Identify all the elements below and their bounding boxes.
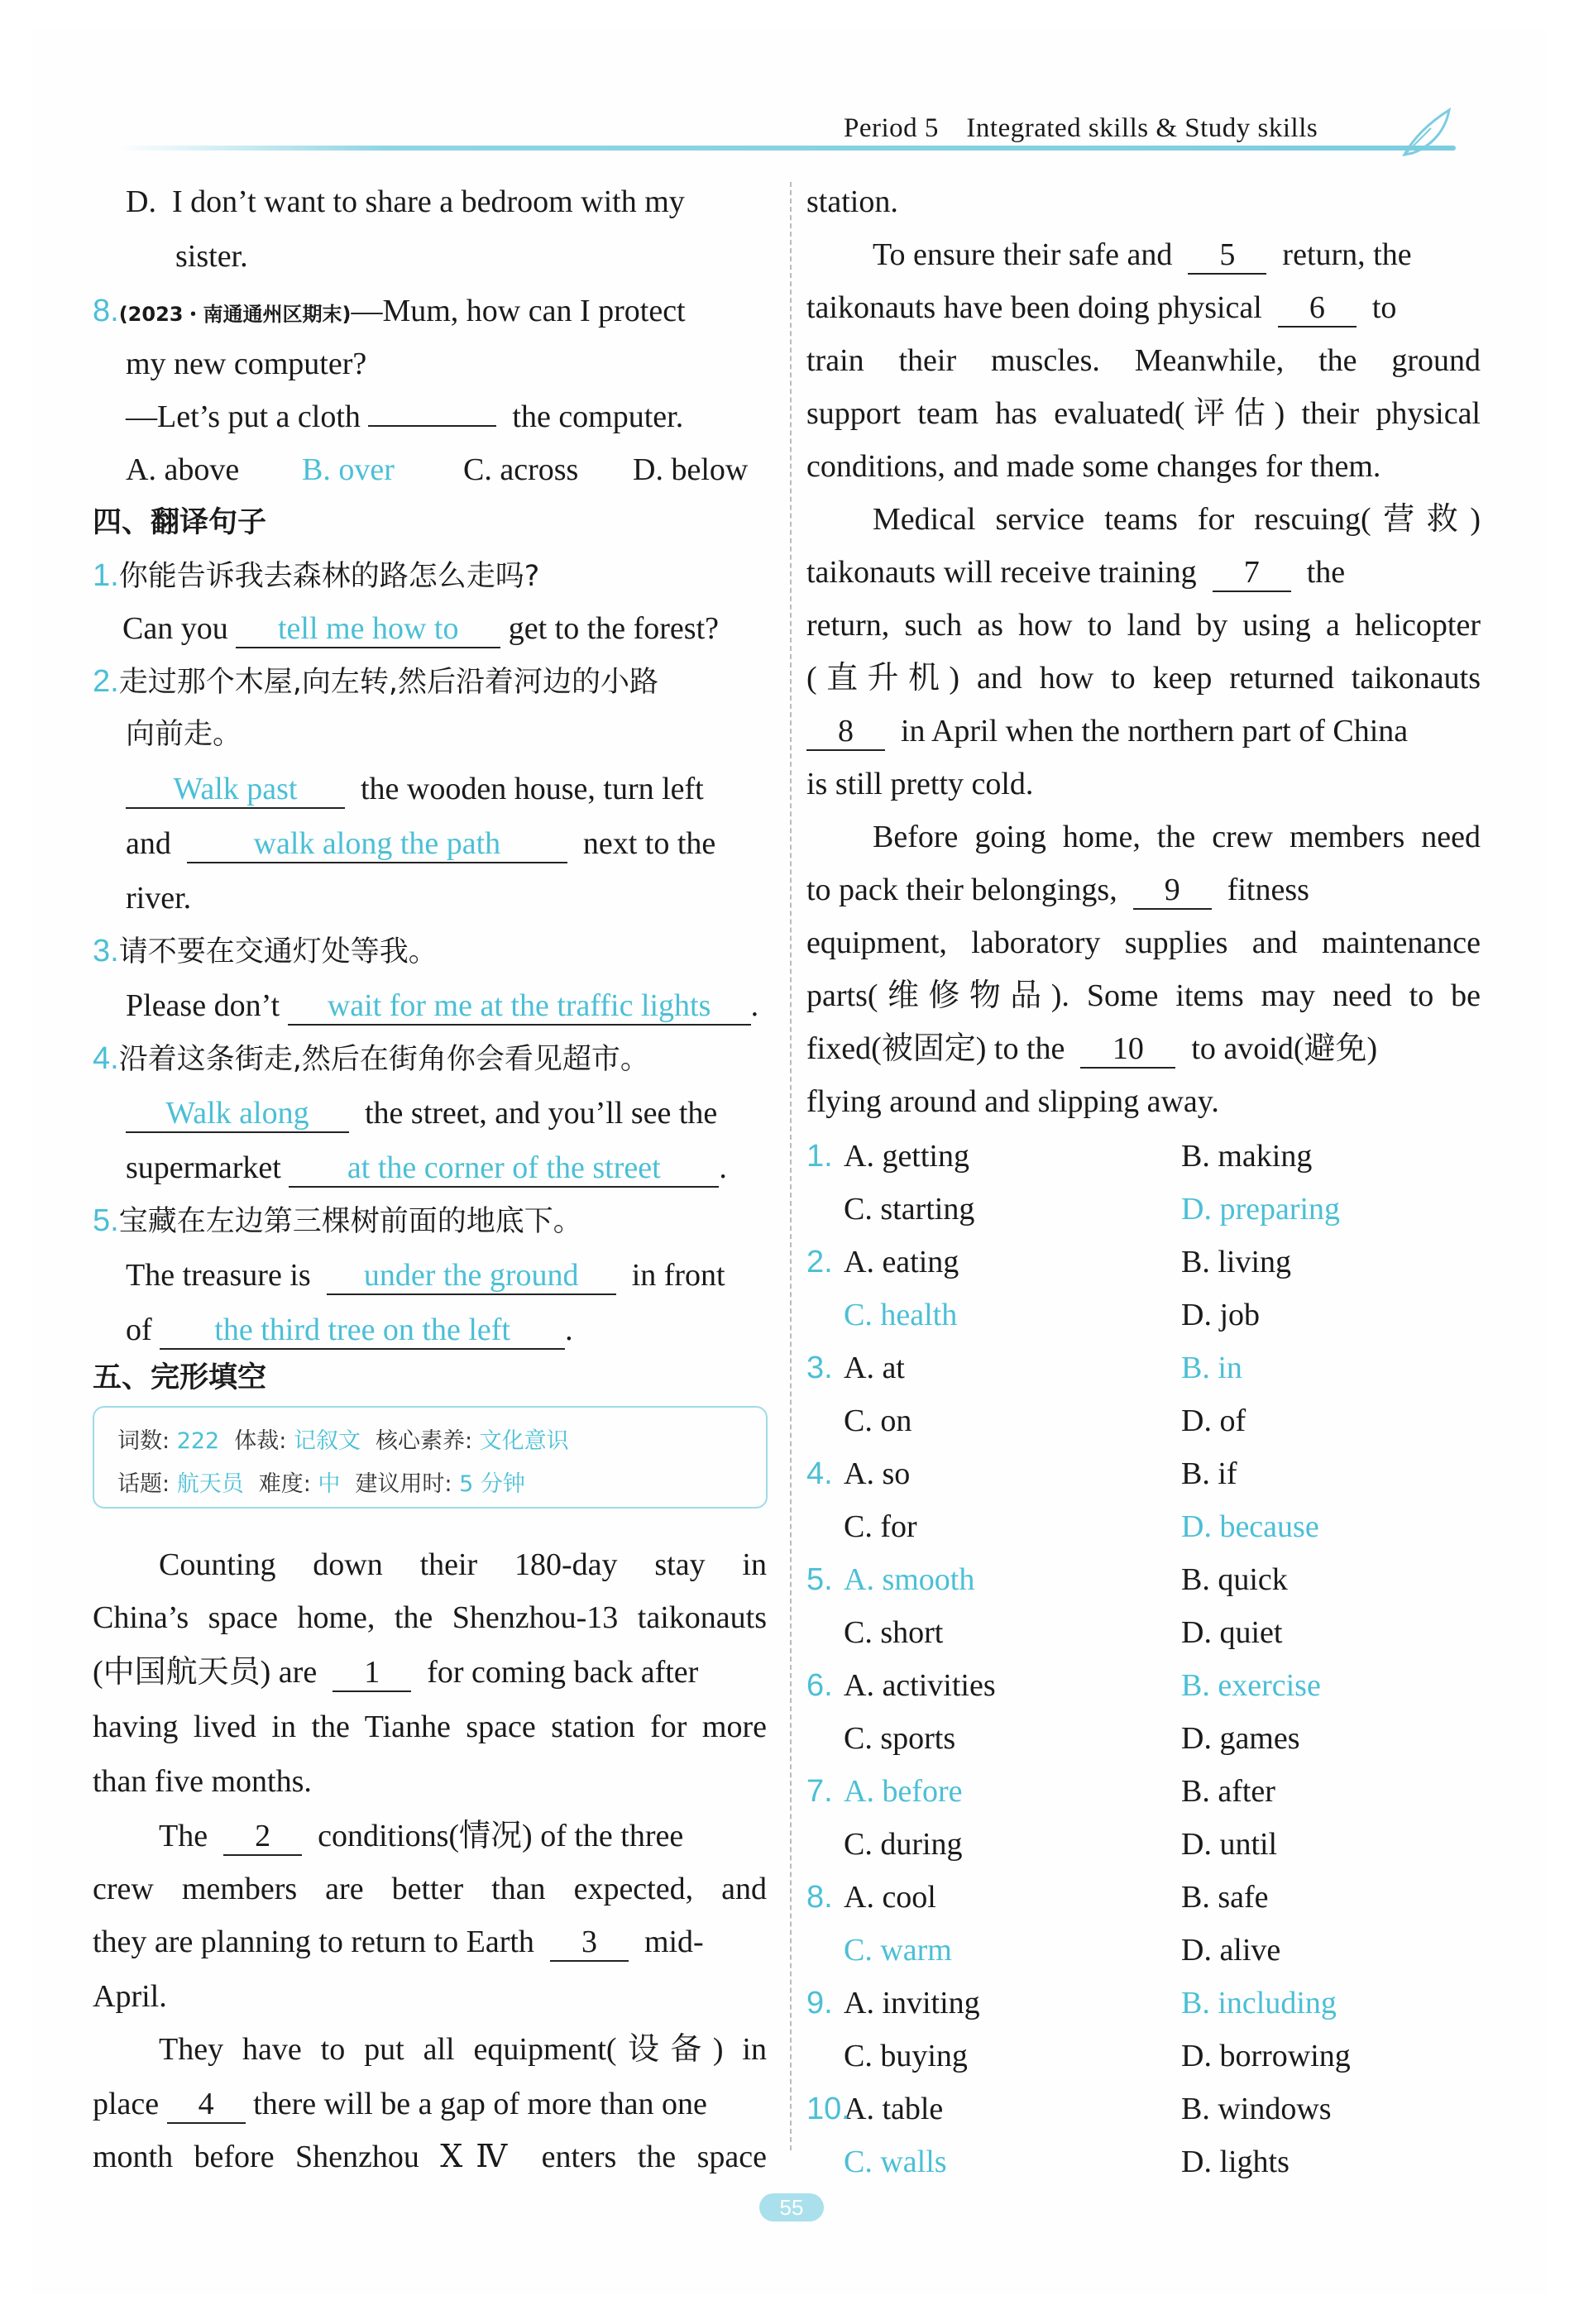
answer-blank[interactable]: walk along the path: [187, 825, 567, 863]
q8-line2: my new computer?: [126, 347, 367, 381]
option-d[interactable]: D. job: [1181, 1298, 1260, 1332]
q8-opt-d: D. below: [633, 452, 749, 487]
page-header: Period 5 Integrated skills & Study skills: [844, 113, 1318, 143]
t4-en2: supermarket at the corner of the street .: [126, 1146, 727, 1189]
t4-cn: 4.沿着这条街走,然后在街角你会看见超市。: [93, 1041, 649, 1076]
t1-cn: 1.你能告诉我去森林的路怎么走吗?: [93, 558, 540, 593]
question-number: 7.: [806, 1774, 833, 1809]
t5-en1: The treasure is under the ground in front: [126, 1254, 725, 1297]
option-a[interactable]: A. eating: [844, 1245, 959, 1279]
option-b[interactable]: B. after: [1181, 1774, 1275, 1809]
passage-line: train their muscles. Meanwhile, the ground: [806, 343, 1481, 378]
option-a[interactable]: A. so: [844, 1456, 911, 1491]
blank[interactable]: [368, 425, 496, 427]
q8-opt-b: B. over: [302, 452, 395, 487]
passage-line: They have to put all equipment(设备) in: [159, 2032, 767, 2067]
column-divider: [790, 182, 792, 2150]
passage-line: The 2 conditions(情况) of the three: [159, 1815, 683, 1858]
option-b[interactable]: B. making: [1181, 1139, 1313, 1174]
option-a[interactable]: A. cool: [844, 1880, 936, 1915]
t2-en2: and walk along the path next to the: [126, 822, 715, 865]
option-d[interactable]: D. quiet: [1181, 1615, 1283, 1650]
passage-line: 8 in April when the northern part of China: [806, 710, 1408, 753]
t2-cn: 2.走过那个木屋,向左转,然后沿着河边的小路: [93, 664, 658, 699]
option-b[interactable]: B. living: [1181, 1245, 1292, 1279]
option-d[interactable]: D. games: [1181, 1721, 1300, 1756]
t5-cn: 5.宝藏在左边第三棵树前面的地底下。: [93, 1203, 582, 1238]
option-b[interactable]: B. quick: [1181, 1562, 1288, 1597]
question-8: 8.(2023・南通通州区期末)—Mum, how can I protect: [93, 294, 686, 328]
cloze-blank[interactable]: 2: [223, 1818, 302, 1856]
t2-cn2: 向前走。: [126, 718, 242, 751]
option-c[interactable]: C. starting: [844, 1192, 975, 1227]
cloze-blank[interactable]: 4: [167, 2086, 246, 2124]
option-d[interactable]: D. borrowing: [1181, 2039, 1351, 2073]
option-c[interactable]: C. health: [844, 1298, 958, 1332]
option-a[interactable]: A. at: [844, 1351, 905, 1385]
passage-line: April.: [93, 1979, 167, 2014]
answer-blank[interactable]: Walk along: [126, 1095, 349, 1133]
option-c[interactable]: C. walls: [844, 2145, 947, 2179]
option-d[interactable]: D. of: [1181, 1403, 1246, 1438]
passage-line: Medical service teams for rescuing(营救): [873, 502, 1481, 537]
passage-line: place 4 there will be a gap of more than one: [93, 2083, 707, 2126]
passage-line: equipment, laboratory supplies and maintenance: [806, 925, 1481, 960]
passage-line: taikonauts have been doing physical 6 to: [806, 286, 1396, 329]
passage-line: than five months.: [93, 1764, 312, 1799]
option-c[interactable]: C. short: [844, 1615, 944, 1650]
answer-blank[interactable]: Walk past: [126, 771, 345, 809]
question-number: 8.: [806, 1880, 833, 1915]
passage-line: station.: [806, 184, 898, 219]
passage-line: to pack their belongings, 9 fitness: [806, 868, 1309, 911]
option-c[interactable]: C. sports: [844, 1721, 956, 1756]
cloze-blank[interactable]: 1: [333, 1654, 411, 1692]
option-b[interactable]: B. windows: [1181, 2092, 1332, 2126]
answer-blank[interactable]: the third tree on the left: [160, 1312, 565, 1350]
feather-icon: [1398, 103, 1456, 161]
passage-line: they are planning to return to Earth 3 mid-: [93, 1920, 704, 1963]
passage-line: support team has evaluated(评估) their physical: [806, 396, 1481, 431]
question-number: 6.: [806, 1668, 833, 1703]
option-b[interactable]: B. safe: [1181, 1880, 1269, 1915]
passage-line: flying around and slipping away.: [806, 1084, 1219, 1119]
option-c[interactable]: C. buying: [844, 2039, 968, 2073]
t3-en: Please don’t wait for me at the traffic lights .: [126, 984, 758, 1027]
section-5-title: 五、完形填空: [93, 1361, 267, 1394]
option-b[interactable]: B. including: [1181, 1986, 1337, 2020]
option-d[interactable]: D. alive: [1181, 1933, 1281, 1968]
option-a[interactable]: A. activities: [844, 1668, 996, 1703]
t1-en: Can you tell me how to get to the forest?: [122, 607, 719, 650]
q8-opt-a: A. above: [126, 452, 240, 487]
answer-blank[interactable]: under the ground: [327, 1257, 616, 1295]
t2-en3: river.: [126, 881, 192, 916]
option-b[interactable]: B. if: [1181, 1456, 1237, 1491]
passage-line: month before Shenzhou ⅩⅣ enters the space: [93, 2140, 767, 2174]
question-number: 10.: [806, 2092, 850, 2126]
d-option-cont: sister.: [175, 239, 248, 274]
passage-line: fixed(被固定) to the 10 to avoid(避免): [806, 1027, 1377, 1070]
passage-line: Before going home, the crew members need: [873, 820, 1481, 854]
option-a[interactable]: A. before: [844, 1774, 963, 1809]
t2-en1: Walk past the wooden house, turn left: [126, 767, 704, 811]
cloze-blank[interactable]: 9: [1133, 872, 1212, 910]
passage-line: Counting down their 180-day stay in: [159, 1547, 767, 1582]
t3-cn: 3.请不要在交通灯处等我。: [93, 934, 438, 968]
q8-opt-c: C. across: [463, 452, 579, 487]
cloze-blank[interactable]: 3: [550, 1924, 629, 1962]
passage-line: (直升机) and how to keep returned taikonauts: [806, 661, 1481, 696]
question-number: 4.: [806, 1456, 833, 1491]
passage-line: conditions, and made some changes for them.: [806, 449, 1381, 484]
option-c[interactable]: C. warm: [844, 1933, 952, 1968]
passage-info-box: 词数: 222 体裁: 记叙文 核心素养: 文化意识 话题: 航天员 难度: 中 建议用时: 5 分钟: [93, 1406, 768, 1509]
t5-en2: of the third tree on the left .: [126, 1308, 573, 1351]
passage-line: having lived in the Tianhe space station for more: [93, 1710, 767, 1744]
header-rule: [116, 146, 1456, 151]
cloze-blank[interactable]: 7: [1213, 554, 1291, 592]
section-4-title: 四、翻译句子: [93, 506, 267, 539]
option-d[interactable]: D. because: [1181, 1509, 1319, 1544]
question-number: 2.: [806, 1245, 833, 1279]
question-number: 3.: [806, 1351, 833, 1385]
passage-line: return, such as how to land by using a helicopter: [806, 608, 1481, 643]
option-b[interactable]: B. in: [1181, 1351, 1242, 1385]
option-a[interactable]: A. table: [844, 2092, 944, 2126]
option-c[interactable]: C. on: [844, 1403, 912, 1438]
option-d[interactable]: D. lights: [1181, 2145, 1290, 2179]
passage-line: China’s space home, the Shenzhou-13 taikonauts: [93, 1600, 767, 1635]
passage-line: To ensure their safe and 5 return, the: [873, 233, 1412, 276]
option-d[interactable]: D. preparing: [1181, 1192, 1341, 1227]
answer-blank[interactable]: at the corner of the street: [289, 1150, 719, 1188]
page-number: 55: [759, 2193, 824, 2221]
option-d[interactable]: D. until: [1181, 1827, 1278, 1862]
question-number: 9.: [806, 1986, 833, 2020]
option-a[interactable]: A. smooth: [844, 1562, 975, 1597]
passage-line: (中国航天员) are 1 for coming back after: [93, 1651, 698, 1694]
answer-blank[interactable]: tell me how to: [236, 610, 500, 648]
cloze-blank[interactable]: 10: [1080, 1030, 1175, 1069]
d-option: D. I don’t want to share a bedroom with my: [126, 184, 685, 219]
option-b[interactable]: B. exercise: [1181, 1668, 1321, 1703]
cloze-blank[interactable]: 5: [1188, 237, 1266, 275]
answer-blank[interactable]: wait for me at the traffic lights: [288, 987, 751, 1026]
cloze-blank[interactable]: 8: [806, 713, 885, 751]
passage-line: crew members are better than expected, and: [93, 1872, 767, 1906]
passage-line: parts(维修物品). Some items may need to be: [806, 978, 1481, 1013]
option-a[interactable]: A. inviting: [844, 1986, 980, 2020]
t4-en1: Walk along the street, and you’ll see the: [126, 1092, 717, 1135]
question-number: 1.: [806, 1139, 833, 1174]
q8-line3: —Let’s put a cloth the computer.: [126, 399, 684, 434]
passage-line: is still pretty cold.: [806, 767, 1034, 801]
question-number: 5.: [806, 1562, 833, 1597]
cloze-blank[interactable]: 6: [1278, 289, 1357, 328]
option-c[interactable]: C. for: [844, 1509, 917, 1544]
option-c[interactable]: C. during: [844, 1827, 963, 1862]
option-a[interactable]: A. getting: [844, 1139, 969, 1174]
passage-line: taikonauts will receive training 7 the: [806, 551, 1345, 594]
